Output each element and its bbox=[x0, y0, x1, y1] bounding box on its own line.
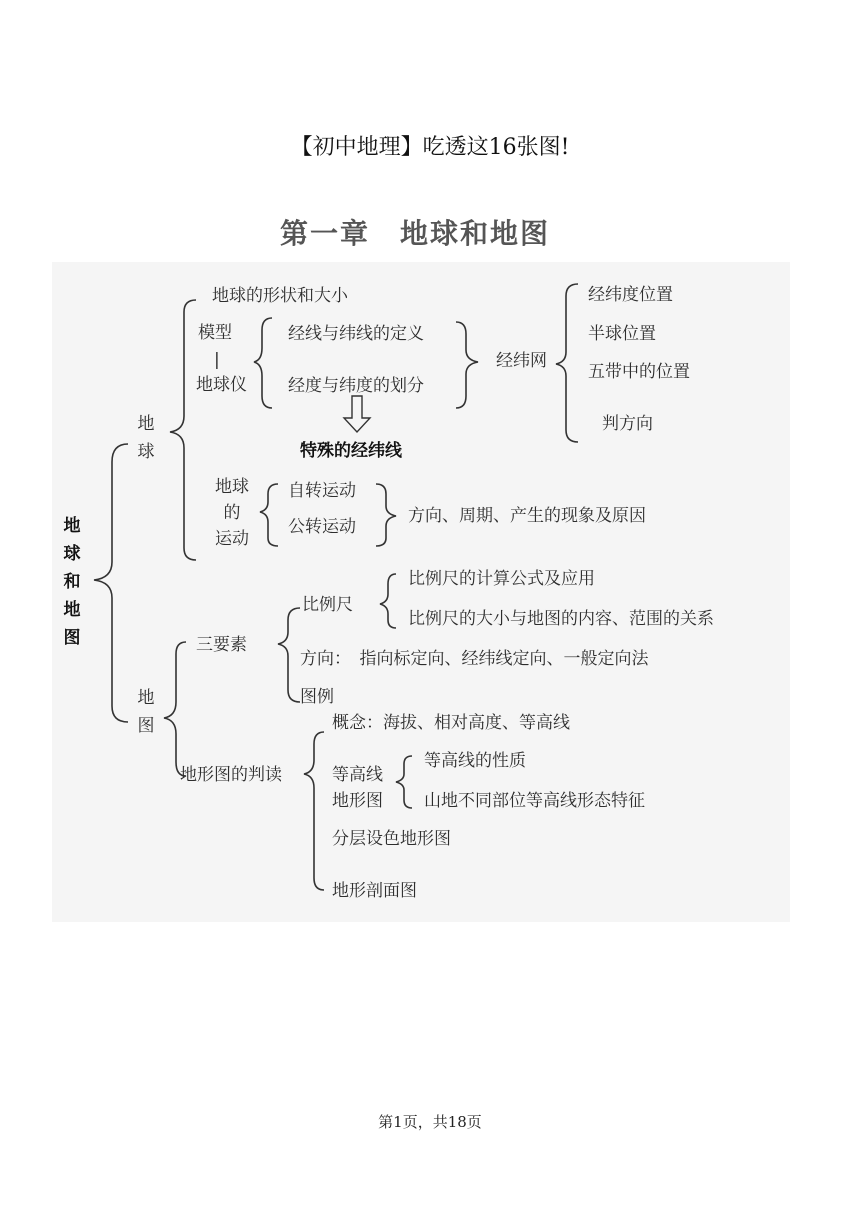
scale-brace bbox=[380, 574, 396, 628]
chapter-title: 第一章 地球和地图 bbox=[279, 217, 550, 250]
contour-label-bottom: 地形图 bbox=[332, 791, 383, 811]
earth-label: 地 球 bbox=[137, 414, 155, 462]
degree-division-node: 经度与纬度的划分 bbox=[288, 376, 424, 396]
globe-label: 地球仪 bbox=[196, 375, 247, 395]
terrain-reading-node: 地形图的判读 bbox=[180, 765, 282, 785]
contour-label-top: 等高线 bbox=[332, 765, 383, 785]
map-label: 地 图 bbox=[137, 688, 155, 736]
legend-node: 图例 bbox=[300, 687, 334, 707]
direction-node: 方向： 指向标定向、经纬线定向、一般定向法 bbox=[300, 649, 649, 669]
elements-brace bbox=[278, 608, 300, 702]
root-brace bbox=[94, 444, 128, 722]
layered-map-node: 分层设色地形图 bbox=[332, 829, 451, 849]
document-title: 【初中地理】吃透这16张图! bbox=[290, 135, 570, 160]
grid-use-1: 经纬度位置 bbox=[588, 285, 673, 305]
scale-item-2: 比例尺的大小与地图的内容、范围的关系 bbox=[408, 609, 714, 629]
profile-node: 地形剖面图 bbox=[332, 881, 417, 901]
motion-right-brace bbox=[376, 484, 396, 546]
grid-use-4: 判方向 bbox=[602, 414, 653, 434]
contour-brace bbox=[396, 756, 412, 808]
root-label: 地 球 和 地 图 bbox=[63, 516, 81, 648]
earth-brace bbox=[170, 300, 196, 560]
map-brace bbox=[164, 642, 186, 776]
contour-item-1: 等高线的性质 bbox=[424, 751, 526, 771]
rotation-node: 自转运动 bbox=[288, 481, 356, 501]
page-number: 第1页，共18页 bbox=[378, 1113, 482, 1131]
motion-detail-node: 方向、周期、产生的现象及原因 bbox=[408, 506, 646, 526]
grid-brace bbox=[556, 284, 578, 442]
scale-node: 比例尺 bbox=[302, 595, 353, 615]
down-arrow bbox=[344, 396, 370, 432]
concepts-node: 概念：海拔、相对高度、等高线 bbox=[332, 713, 570, 733]
grid-right-brace bbox=[456, 322, 478, 408]
grid-use-2: 半球位置 bbox=[588, 324, 656, 344]
grid-net-node: 经纬网 bbox=[496, 351, 547, 371]
motion-brace bbox=[260, 484, 278, 546]
special-lines-node: 特殊的经纬线 bbox=[300, 441, 402, 461]
grid-use-3: 五带中的位置 bbox=[588, 362, 690, 382]
contour-item-2: 山地不同部位等高线形态特征 bbox=[424, 791, 645, 811]
model-separator: | bbox=[214, 350, 220, 370]
meridian-definition-node: 经线与纬线的定义 bbox=[288, 324, 424, 344]
shape-size-node: 地球的形状和大小 bbox=[212, 286, 348, 306]
revolution-node: 公转运动 bbox=[288, 517, 356, 537]
three-elements-node: 三要素 bbox=[196, 635, 247, 655]
model-brace bbox=[254, 318, 272, 408]
motion-label: 地球 的 运动 bbox=[215, 477, 249, 549]
model-label: 模型 bbox=[198, 323, 232, 343]
scale-item-1: 比例尺的计算公式及应用 bbox=[408, 569, 595, 589]
reading-brace bbox=[304, 732, 324, 890]
